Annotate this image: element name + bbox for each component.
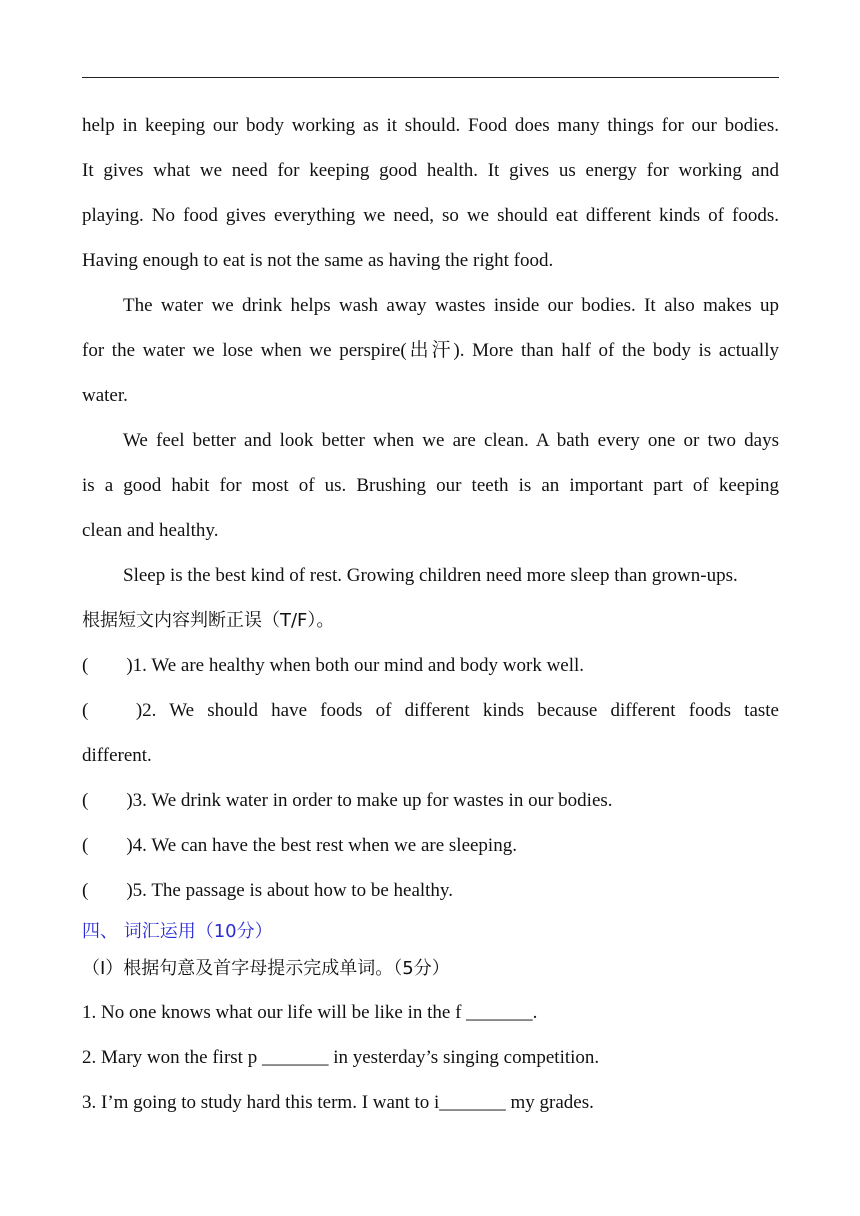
tf-item-text: 2. We should have foods of different kinds because different foods taste [142,700,779,721]
passage-line: It gives what we need for keeping good health. It gives us energy for working and [82,160,779,181]
answer-blank[interactable]: ( ) [82,880,133,901]
tf-item-text: 4. We can have the best rest when we are sleeping. [132,835,517,856]
answer-blank[interactable]: ( ) [82,790,133,811]
passage-line: water. [82,385,128,406]
passage-line: help in keeping our body working as it should. Food does many things for our bodies. [82,115,779,136]
passage-line: playing. No food gives everything we need, so we should eat different kinds of foods. [82,205,779,226]
tf-item [82,834,779,858]
tf-item-text: 3. We drink water in order to make up for wastes in our bodies. [132,790,613,811]
section-heading: 四、 词汇运用（10分） [82,921,273,942]
tf-item-text: 5. The passage is about how to be healthy. [132,880,453,901]
tf-item [82,699,779,723]
answer-blank[interactable]: ( ) [82,835,133,856]
passage-line: for the water we lose when we perspire(出汗). More than half of the body is actually [82,340,779,361]
tf-item [82,789,779,813]
passage-line: clean and healthy. [82,520,219,541]
answer-blank[interactable]: ( ) [82,700,143,721]
passage-line: Sleep is the best kind of rest. Growing children need more sleep than grown-ups. [123,565,738,586]
tf-item [82,654,779,678]
passage-line: Having enough to eat is not the same as having the right food. [82,250,554,271]
tf-item-text: 1. We are healthy when both our mind and body work well. [132,655,585,676]
tf-item-continuation: different. [82,745,152,766]
vocab-item: 1. No one knows what our life will be like in the f _______. [82,1002,538,1023]
tf-item [82,879,779,903]
passage-line: We feel better and look better when we are clean. A bath every one or two days [123,430,779,451]
vocab-item: 3. I’m going to study hard this term. I want to i_______ my grades. [82,1092,594,1113]
section-subheading: （Ⅰ）根据句意及首字母提示完成单词。（5分） [82,958,450,979]
answer-blank[interactable]: ( ) [82,655,133,676]
passage-line: The water we drink helps wash away wastes inside our bodies. It also makes up [123,295,779,316]
passage-line: is a good habit for most of us. Brushing our teeth is an important part of keeping [82,475,779,496]
header-rule [82,77,779,78]
vocab-item: 2. Mary won the first p _______ in yesterday’s singing competition. [82,1047,600,1068]
tf-instruction: 根据短文内容判断正误（T/F）。 [82,610,335,631]
